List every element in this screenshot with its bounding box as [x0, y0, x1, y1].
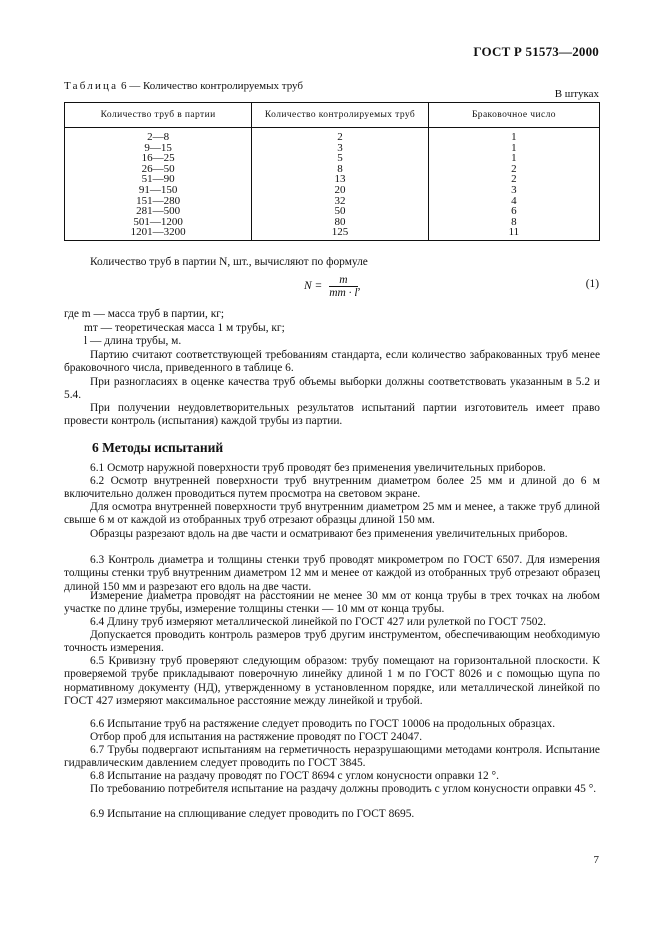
formula-trailing: , [357, 280, 361, 293]
column-header: Браковочное число [428, 103, 599, 128]
table-cell: 16—25 [65, 153, 252, 164]
paragraph: 6.1 Осмотр наружной поверхности труб проводят без применения увеличительных приборов. [90, 462, 546, 474]
formula-lhs: N = [304, 280, 323, 293]
table-cell: 51—90 [65, 174, 252, 185]
table-cell: 26—50 [65, 164, 252, 175]
paragraph: 6.6 Испытание труб на растяжение следует проводить по ГОСТ 10006 на продольных образцах. [90, 718, 556, 730]
paragraph: 6.5 Кривизну труб проверяют следующим образом: трубу помещают на горизонтальной плоскости. К проверяемой трубе прикладывают поверочную линейку длиной 1 м по ГОСТ 8026 и с помощью щупа по нормативному документу (НД), утвержденному в установленном порядке, или металлической линейкой по ГОСТ 427 измеряют максимальное расстояние между линейкой и трубой. [64, 655, 600, 707]
page-number: 7 [593, 854, 599, 866]
table-caption-text: 6 — Количество контролируемых труб [120, 80, 304, 92]
table-cell: 8 [252, 164, 429, 175]
formula-where-2: mт — теоретическая масса 1 м трубы, кг; [84, 322, 285, 334]
table-cell: 4 [428, 196, 599, 207]
paragraph: Измерение диаметра проводят на расстоянии не менее 30 мм от конца трубы в трех точках на любом участке по длине трубы, измерение толщины стенки — 10 мм от конца трубы. [64, 590, 600, 616]
column-header: Количество контролируемых труб [252, 103, 429, 128]
paragraph: 6.9 Испытание на сплющивание следует проводить по ГОСТ 8695. [90, 808, 415, 820]
paragraph: При разногласиях в оценке качества труб объемы выборки должны соответствовать указанным в 5.2 и 5.4. [64, 376, 600, 402]
paragraph: При получении неудовлетворительных результатов испытаний партии изготовитель имеет право провести контроль (испытания) каждой трубы из партии. [64, 402, 600, 428]
table-cell: 1 [428, 143, 599, 154]
paragraph: Для осмотра внутренней поверхности труб внутренним диаметром 25 мм и менее, а также труб длиной свыше 6 м от каждой из отобранных труб отрезают образцы длиной 150 мм. [64, 501, 600, 527]
table-row [65, 185, 600, 196]
pipes-table [64, 102, 600, 241]
paragraph: Допускается проводить контроль размеров труб другим инструментом, обеспечивающим необходимую точность измерения. [64, 629, 600, 655]
table-body [65, 128, 600, 241]
table-cell: 501—1200 [65, 217, 252, 228]
table-row [65, 128, 600, 143]
table-cell: 151—280 [65, 196, 252, 207]
table-cell: 1 [428, 153, 599, 164]
table-cell: 281—500 [65, 206, 252, 217]
table-cell: 8 [428, 217, 599, 228]
table-cell: 2—8 [65, 128, 252, 143]
table-caption-prefix: Таблица [64, 80, 119, 92]
paragraph: 6.2 Осмотр внутренней поверхности труб внутренним диаметром более 25 мм и длиной до 6 м включительно должен проводиться путем просмотра на световом экране. [64, 475, 600, 501]
table-cell: 2 [252, 128, 429, 143]
table-cell: 3 [252, 143, 429, 154]
formula-numerator: m [329, 274, 357, 287]
paragraph: 6.3 Контроль диаметра и толщины стенки труб проводят микрометром по ГОСТ 6507. Для измерения толщины стенки труб внутренним диаметром 12 мм и менее от каждой из отобранных труб отрезают образец длиной 150 мм и разрезают его вдоль на две части. [64, 554, 600, 593]
section-title: 6 Методы испытаний [92, 440, 224, 455]
paragraph: 6.7 Трубы подвергают испытаниям на герметичность неразрушающими методами контроля. Испытание гидравлическим давлением следует проводить по ГОСТ 3845. [64, 744, 600, 770]
paragraph: Отбор проб для испытания на растяжение проводят по ГОСТ 24047. [90, 731, 423, 743]
formula-intro: Количество труб в партии N, шт., вычисляют по формуле [90, 256, 368, 268]
table-cell: 80 [252, 217, 429, 228]
table-cell: 13 [252, 174, 429, 185]
table-cell: 6 [428, 206, 599, 217]
formula [304, 274, 361, 299]
table-cell: 5 [252, 153, 429, 164]
standard-header: ГОСТ Р 51573—2000 [473, 44, 599, 59]
table-row [65, 227, 600, 240]
formula-number: (1) [585, 278, 599, 290]
paragraph: По требованию потребителя испытание на раздачу должны проводить с углом конусности оправки 45 °. [90, 783, 597, 795]
table-cell: 9—15 [65, 143, 252, 154]
table-cell: 125 [252, 227, 429, 240]
table-cell: 20 [252, 185, 429, 196]
paragraph: 6.4 Длину труб измеряют металлической линейкой по ГОСТ 427 или рулеткой по ГОСТ 7502. [90, 616, 547, 628]
formula-denominator: mт · l [329, 287, 358, 299]
formula-fraction [329, 274, 357, 299]
paragraph: 6.8 Испытание на раздачу проводят по ГОСТ 8694 с углом конусности оправки 12 °. [90, 770, 499, 782]
paragraph: Партию считают соответствующей требованиям стандарта, если количество забракованных труб менее браковочного числа, приведенного в таблице 6. [64, 349, 600, 375]
table-cell: 32 [252, 196, 429, 207]
table-cell: 2 [428, 174, 599, 185]
formula-where-1: где m — масса труб в партии, кг; [64, 308, 225, 320]
table-header-row [65, 103, 600, 128]
table-caption [64, 80, 303, 92]
table-cell: 3 [428, 185, 599, 196]
column-header: Количество труб в партии [65, 103, 252, 128]
table-cell: 50 [252, 206, 429, 217]
table-cell: 1201—3200 [65, 227, 252, 240]
table-cell: 91—150 [65, 185, 252, 196]
paragraph: Образцы разрезают вдоль на две части и осматривают без применения увеличительных приборов. [90, 528, 568, 540]
table-cell: 2 [428, 164, 599, 175]
table-cell: 1 [428, 128, 599, 143]
table-unit: В штуках [554, 88, 599, 100]
table-cell: 11 [428, 227, 599, 240]
formula-where-3: l — длина трубы, м. [84, 335, 182, 347]
